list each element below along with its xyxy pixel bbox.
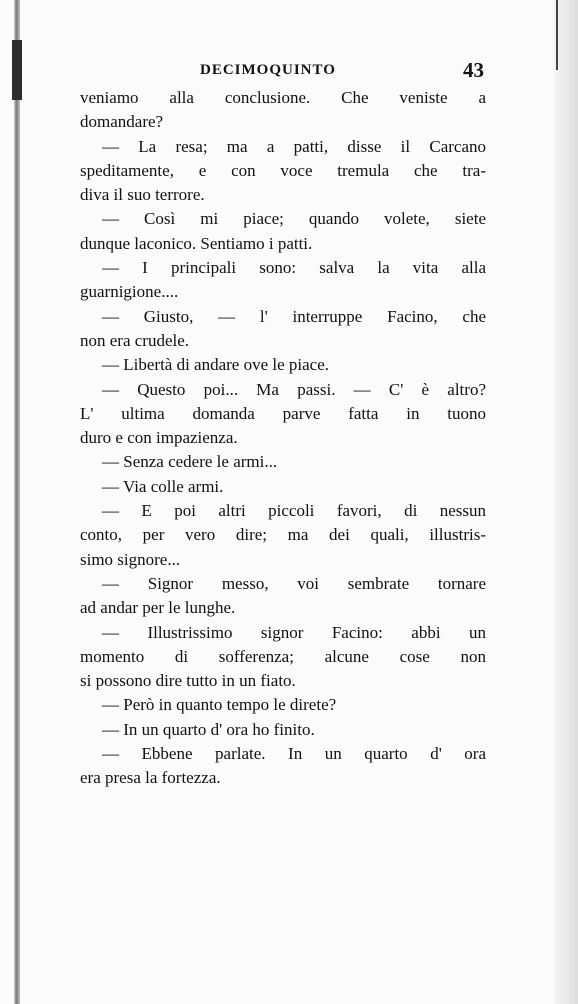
page-number: 43 [463, 58, 484, 82]
text-line: duro e con impazienza. [80, 428, 238, 448]
text-line: domandare? [80, 112, 164, 132]
text-line: diva il suo terrore. [80, 185, 205, 205]
text-line: non era crudele. [80, 330, 190, 350]
running-head: DECIMOQUINTO [200, 62, 336, 78]
text-line: veniamo alla conclusione. Che veniste a [80, 88, 486, 107]
text-line: — Così mi piace; quando volete, siete [102, 209, 486, 229]
text-line: — Signor messo, voi sembrate tornare [102, 573, 486, 593]
text-line: — Illustrissimo signor Facino: abbi un [102, 622, 486, 642]
page-gutter [14, 0, 20, 1004]
text-line: — Però in quanto tempo le direte? [102, 695, 337, 715]
text-line: guarnigione.... [80, 282, 179, 302]
text-line: ad andar per le lunghe. [80, 598, 236, 618]
text-line: era presa la fortezza. [80, 768, 221, 788]
text-line: dunque laconico. Sentiamo i patti. [80, 233, 313, 253]
body-text [80, 86, 486, 791]
page-header [80, 60, 490, 88]
page-edge [554, 0, 578, 1004]
text-line: — I principali sono: salva la vita alla [102, 258, 486, 278]
text-line: — Ebbene parlate. In un quarto d' ora [102, 744, 486, 764]
edge-mark [556, 0, 558, 70]
text-line: — Giusto, — l' interruppe Facino, che [102, 306, 486, 326]
text-line: simo signore... [80, 549, 181, 569]
text-line: — La resa; ma a patti, disse il Carcano [102, 136, 486, 156]
text-line: — Senza cedere le armi... [102, 452, 278, 472]
text-line: speditamente, e con voce tremula che tra- [80, 160, 486, 180]
text-line: — E poi altri piccoli favori, di nessun [102, 501, 486, 521]
text-line: momento di sofferenza; alcune cose non [80, 646, 486, 666]
text-line: — Libertà di andare ove le piace. [102, 355, 330, 375]
text-line: — In un quarto d' ora ho finito. [102, 719, 315, 739]
text-line: conto, per vero dire; ma dei quali, illustris- [80, 525, 486, 545]
text-line: L' ultima domanda parve fatta in tuono [80, 403, 486, 423]
text-line: — Via colle armi. [102, 476, 224, 496]
text-line: — Questo poi... Ma passi. — C' è altro? [102, 379, 486, 399]
text-line: si possono dire tutto in un fiato. [80, 671, 296, 691]
binding-mark [12, 40, 22, 100]
